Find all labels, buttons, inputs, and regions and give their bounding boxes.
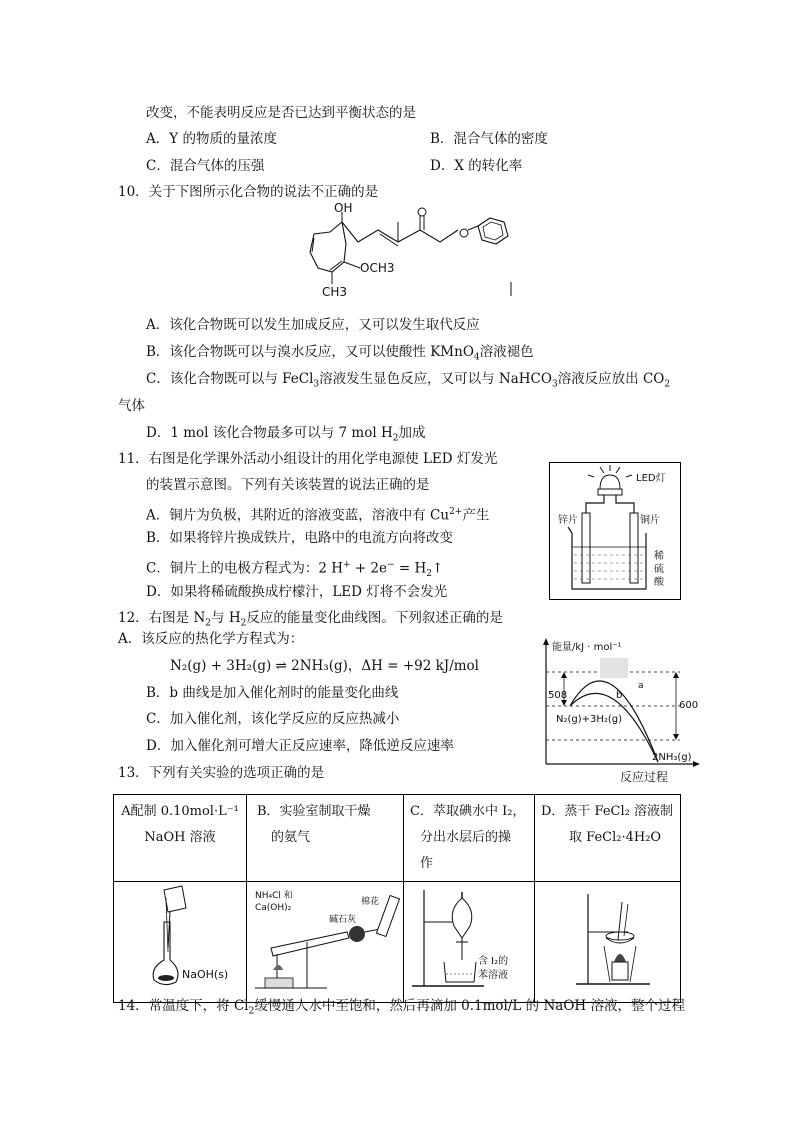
naoh-label: NaOH(s) <box>182 968 229 981</box>
graph-ylabel: 能量/kJ · mol⁻¹ <box>552 642 622 653</box>
q10-option-b: B．该化合物既可以与溴水反应，又可以使酸性 KMnO$_4$溶液褪色 <box>146 344 534 363</box>
q9-option-b: B．混合气体的密度 <box>430 131 548 147</box>
q12-equation: N₂(g) + 3H₂(g) ⇌ 2NH₃(g)，ΔH = +92 kJ/mol <box>170 658 479 674</box>
q13-pic-b <box>247 882 404 1003</box>
evaporation-figure <box>538 882 678 992</box>
nh4cl-label-1: NH₄Cl 和 <box>255 891 293 901</box>
acid-label-3: 酸 <box>654 577 664 588</box>
separatory-funnel-figure <box>404 882 534 992</box>
q12-option-d: D．加入催化剂可增大正反应速率，降低逆反应速率 <box>146 738 454 754</box>
q13-pic-a <box>114 882 247 1003</box>
i2-label-1: 含 I₂的 <box>478 956 509 967</box>
q13-cell-b: B．实验室制取干燥 的氨气 <box>247 795 404 882</box>
acid-label-2: 硫 <box>654 564 664 575</box>
q9-option-c: C．混合气体的压强 <box>146 158 265 174</box>
nh4cl-label-2: Ca(OH)₂ <box>255 903 292 913</box>
curve-b-label: b <box>616 690 623 701</box>
zn-label: 锌片 <box>558 515 578 526</box>
och3-label: OCH3 <box>360 261 395 275</box>
q13-stem: 13．下列有关实验的选项正确的是 <box>118 765 325 781</box>
q13-pic-d <box>535 882 681 1003</box>
cu-label: 铜片 <box>640 515 660 526</box>
graph-xlabel: 反应过程 <box>620 770 669 784</box>
ammonia-apparatus-figure <box>247 882 403 992</box>
q12-energy-graph <box>540 634 700 784</box>
q11-option-c: C．铜片上的电极方程式为：2 $H^+ + 2e^- = H_2↑$ <box>146 560 444 580</box>
q10-option-c-wrap: 气体 <box>118 398 145 414</box>
q10-option-a: A．该化合物既可以发生加成反应，又可以发生取代反应 <box>146 317 480 333</box>
label-600: 600 <box>679 700 699 711</box>
led-label: LED灯 <box>636 473 666 484</box>
i2-label-2: 苯溶液 <box>478 970 508 981</box>
products-label: 2NH₃(g) <box>652 752 692 763</box>
q10-option-c: C．该化合物既可以与 FeCl$_3$溶液发生显色反应，又可以与 NaHCO$_3$溶液反应放出 $CO_2$ <box>146 371 671 390</box>
q10-stem: 10．关于下图所示化合物的说法不正确的是 <box>118 184 379 200</box>
q11-option-b: B．如果将锌片换成铁片，电路中的电流方向将改变 <box>146 530 453 546</box>
q14-stem: 14．常温度下，将 $Cl_2$缓慢通人水中至饱和，然后再滴加 0.1mol/L 的 NaOH 溶液，整个过程 <box>118 998 685 1017</box>
q10-option-d: D．1 mol 该化合物最多可以与 7 mol $H_2$加成 <box>146 425 426 444</box>
q10-structure-figure <box>300 200 530 300</box>
q11-battery-figure <box>549 462 681 600</box>
q11-option-d: D．如果将稀硫酸换成柠檬汁，LED 灯将不会发光 <box>146 584 448 600</box>
oh-label: OH <box>334 201 353 215</box>
q12-option-c: C．加入催化剂，该化学反应的反应热减小 <box>146 711 400 727</box>
q13-options-table <box>113 794 681 1003</box>
q13-cell-c: C．萃取碘水中 I₂， 分出水层后的操 作 <box>404 795 535 882</box>
q13-pic-c <box>404 882 535 1003</box>
q12-option-b: B．b 曲线是加入催化剂时的能量变化曲线 <box>146 685 399 701</box>
q11-option-a: A．铜片为负极，其附近的溶液变蓝，溶液中有 $Cu^{2+}$产生 <box>146 507 490 524</box>
q12-stem: 12．右图是 $N_2$与 $H_2$反应的能量变化曲线图。下列叙述正确的是 <box>118 610 503 629</box>
lime-label: 碱石灰 <box>329 915 357 925</box>
q13-cell-d: D．蒸干 FeCl₂ 溶液制 取 FeCl₂·4H₂O <box>535 795 681 882</box>
q11-stem-line1: 11．右图是化学课外活动小组设计的用化学电源使 LED 灯发光 <box>118 451 498 467</box>
q11-stem-line2: 的装置示意图。下列有关该装置的说法正确的是 <box>146 477 430 493</box>
volumetric-flask-figure <box>120 882 240 992</box>
q13-cell-a: A配制 0.10mol·L⁻¹ NaOH 溶液 <box>114 795 247 882</box>
cotton-label: 棉花 <box>361 897 380 907</box>
q9-option-d: D．X 的转化率 <box>430 158 523 174</box>
q12-option-a: A．该反应的热化学方程式为： <box>118 631 304 647</box>
reactants-label: N₂(g)+3H₂(g) <box>556 714 623 725</box>
acid-label-1: 稀 <box>654 551 664 562</box>
ch3-label: CH3 <box>322 285 348 299</box>
q9-option-a: A．Y 的物质的量浓度 <box>146 131 277 147</box>
label-508: 508 <box>548 690 568 701</box>
q9-stem-continued: 改变，不能表明反应是否已达到平衡状态的是 <box>146 105 416 121</box>
curve-a-label: a <box>638 681 644 691</box>
